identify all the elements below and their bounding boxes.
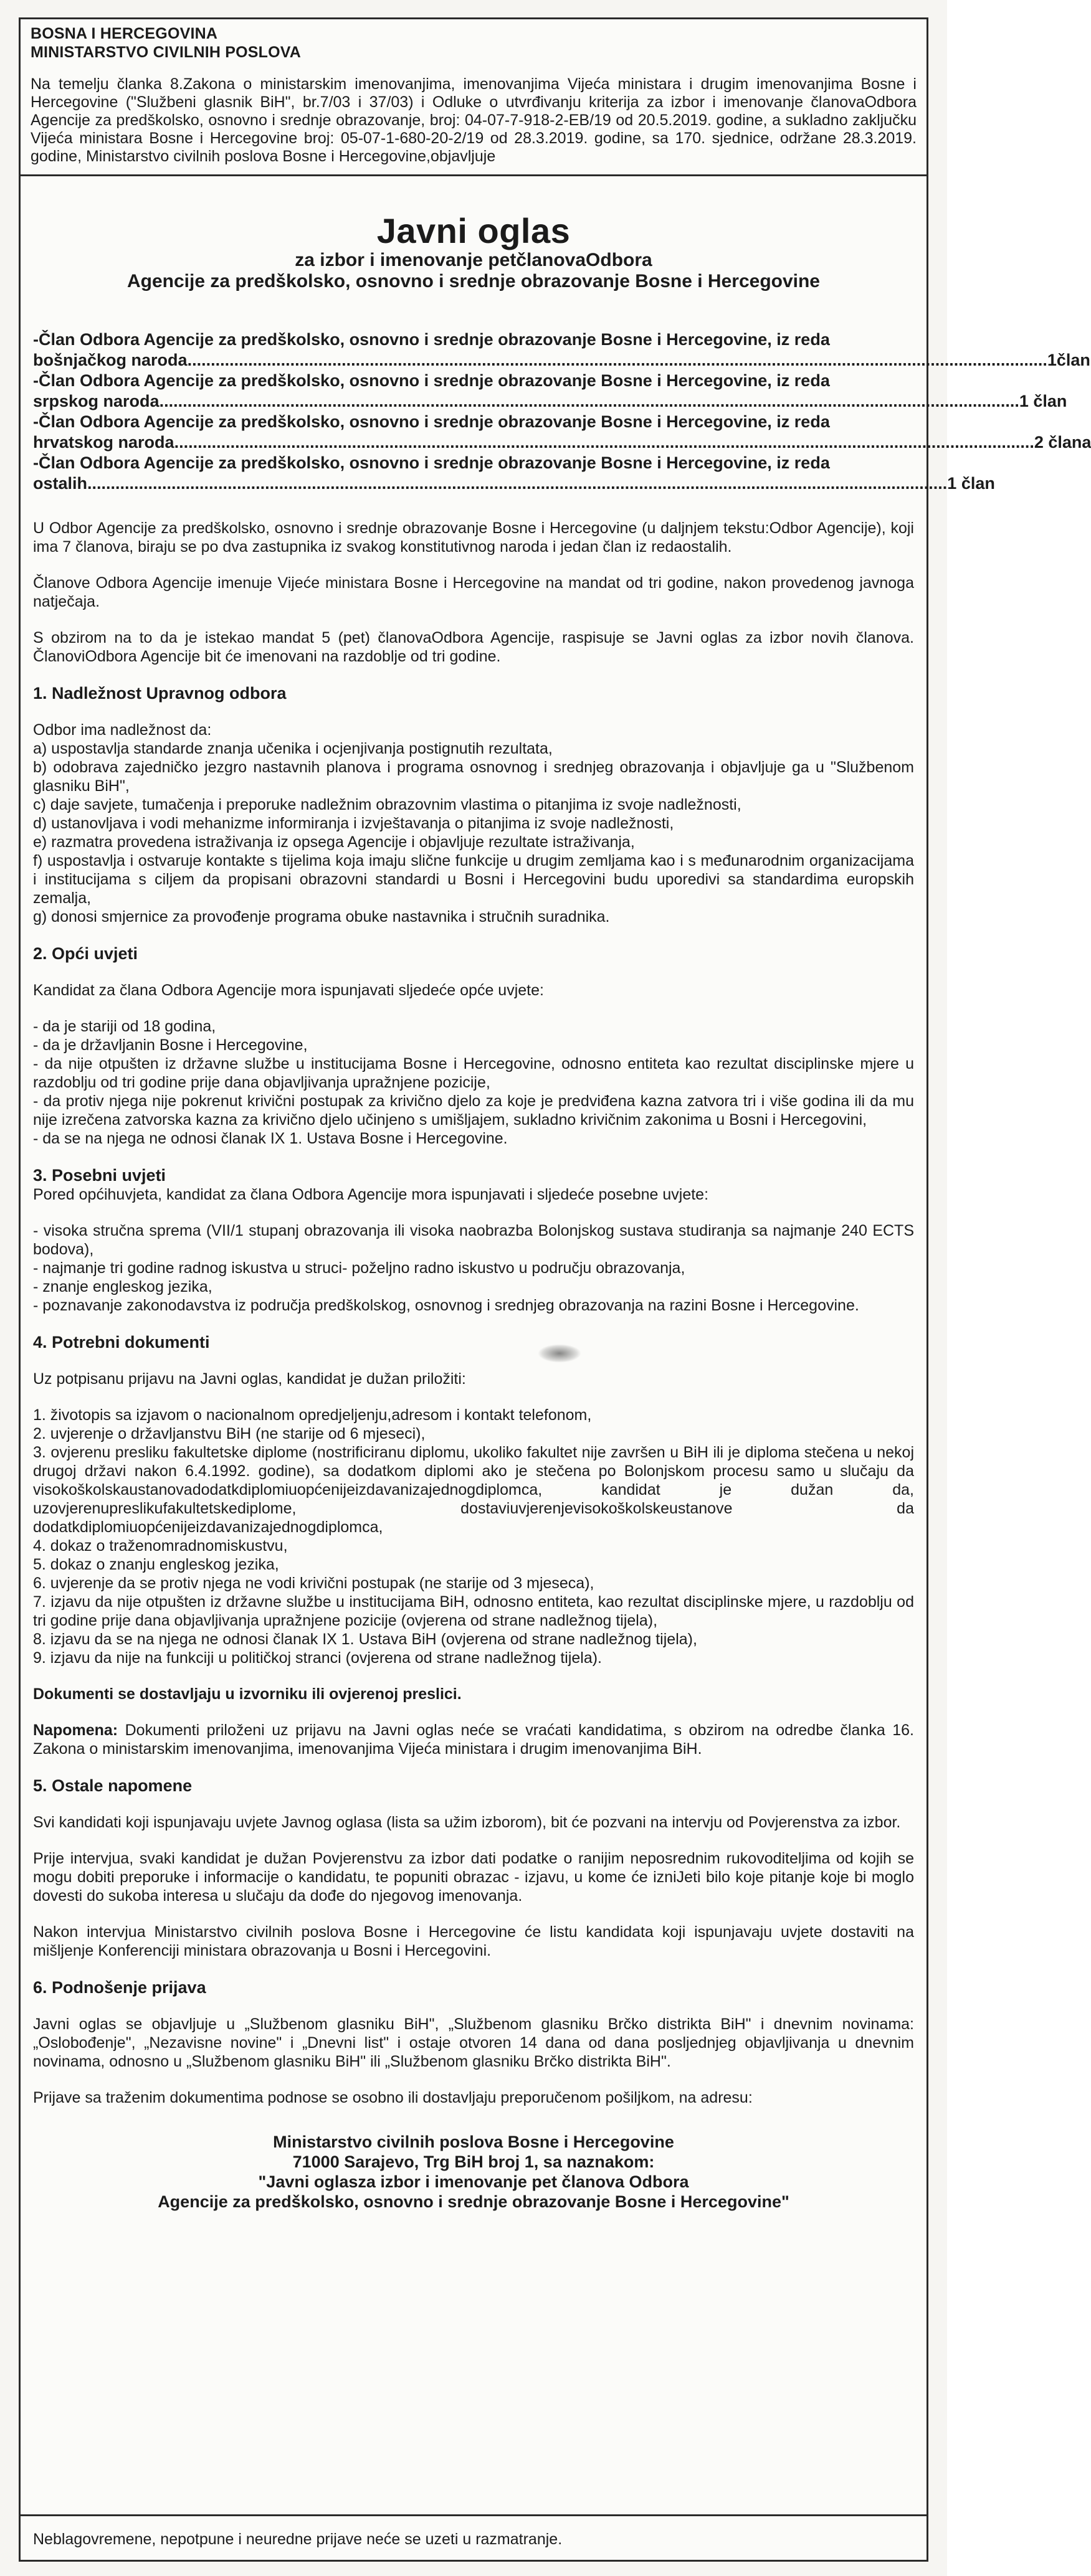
header-block: [21, 19, 927, 176]
section-lead: Uz potpisanu prijavu na Javni oglas, kandidat je dužan priložiti:: [33, 1370, 466, 1388]
announcement-frame: [19, 17, 1091, 2562]
section-paragraph: Prijave sa traženim dokumentima podnose se osobno ili dostavljaju preporučenom pošiljkom, na adresu:: [33, 2089, 753, 2106]
member-list: [33, 329, 1091, 494]
section-lead: Odbor ima nadležnost da:: [33, 721, 212, 739]
list-item: g) donosi smjernice za provođenje programa obuke nastavnika i stručnih suradnika.: [33, 908, 610, 926]
note-paragraph: [33, 1721, 914, 1758]
originals-notice: Dokumenti se dostavljaju u izvorniku ili ovjerenoj preslici.: [33, 1685, 462, 1703]
member-count: 1 član: [947, 474, 995, 493]
list-item: 4. dokaz o traženomradnomiskustvu,: [33, 1537, 288, 1555]
list-item: - da protiv njega nije pokrenut krivični postupak za krivično djelo za koje je predviđena kazna zatvora tri i više godina ili da mu nije izrečena zatvorska kazna za krivično djelo učinjeno s umišljajem, sukladno krivičnim zakonima u Bosni i Hercegovini,: [33, 1092, 914, 1129]
member-line: -Član Odbora Agencije za predškolsko, osnovno i srednje obrazovanje Bosne i Hercegovine, iz reda: [33, 453, 830, 472]
list-item: c) daje savjete, tumačenja i preporuke nadležnim obrazovnim vlastima o pitanjima iz svoje nadležnosti,: [33, 796, 741, 813]
member-item: -Član Odbora Agencije za predškolsko, osnovno i srednje obrazovanje Bosne i Hercegovine, iz reda bošnjačkog naroda........................................................................................................................................................................................ 1član: [33, 330, 1090, 369]
member-item: -Član Odbora Agencije za predškolsko, osnovno i srednje obrazovanje Bosne i Hercegovine, iz reda hrvatskog naroda........................................................................................................................................................................................ 2 člana: [33, 412, 1091, 452]
list-item: - poznavanje zakonodavstva iz područja predškolskog, osnovnog i srednjeg obrazovanja na razini Bosne i Hercegovine.: [33, 1297, 859, 1314]
address-line: 71000 Sarajevo, Trg BiH broj 1, sa naznakom:: [292, 2152, 655, 2171]
list-item: 8. izjavu da se na njega ne odnosi članak IX 1. Ustava BiH (ovjerena od strane nadležnog tijela),: [33, 1631, 697, 1648]
section-paragraph: Svi kandidati koji ispunjavaju uvjete Javnog oglasa (lista sa užim izborom), bit će pozvani na intervju od Povjerenstva za izbor.: [33, 1814, 901, 1831]
member-line: -Član Odbora Agencije za predškolsko, osnovno i srednje obrazovanje Bosne i Hercegovine, iz reda: [33, 412, 830, 431]
list-item: - da nije otpušten iz državne službe u institucijama Bosne i Hercegovine, odnosno entiteta kao rezultat disciplinske mjere u razdoblju od tri godine prije dana objavljivanja upražnjene pozicije,: [33, 1055, 914, 1091]
list-item: 6. uvjerenje da se protiv njega ne vodi krivični postupak (ne starije od 3 mjeseca),: [33, 1574, 594, 1592]
member-group: ostalih: [33, 474, 88, 493]
address-line: Agencije za predškolsko, osnovno i srednje obrazovanje Bosne i Hercegovine": [158, 2192, 789, 2211]
section-lead: Kandidat za člana Odbora Agencije mora ispunjavati sljedeće opće uvjete:: [33, 982, 544, 999]
footer-notice: Neblagovremene, nepotpune i neuredne prijave neće se uzeti u razmatranje.: [33, 2531, 563, 2548]
member-item: -Član Odbora Agencije za predškolsko, osnovno i srednje obrazovanje Bosne i Hercegovine, iz reda ostalih........................................................................................................................................................................................ 1 član: [33, 453, 995, 493]
list-item: a) uspostavlja standarde znanja učenika i ocjenjivanja postignutih rezultata,: [33, 740, 553, 757]
intro-paragraph: S obzirom na to da je istekao mandat 5 (pet) članovaOdbora Agencije, raspisuje se Javni oglas za izbor novih članova. ČlanoviOdbora Agencije bit će imenovani na razdoblje od tri godine.: [33, 629, 914, 665]
list-item: - da je državljanin Bosne i Hercegovine,: [33, 1036, 308, 1054]
announcement-body: [21, 176, 1091, 2212]
list-item: d) ustanovljava i vodi mehanizme informiranja i izvještavanja o pitanjima iz svoje nadležnosti,: [33, 815, 674, 832]
list-item: 7. izjavu da nije otpušten iz državne službe u institucijama BiH, odnosno entiteta, kao rezultat disciplinske mjere, u razdoblju od tri godine prije dana objavljivanja upražnjene pozicije (ovjerena od strane nadležnog tijela),: [33, 1593, 914, 1629]
submission-address: [33, 2132, 914, 2212]
section-heading: 5. Ostale napomene: [33, 1776, 193, 1795]
section-paragraph: Javni oglas se objavljuje u „Službenom glasniku BiH", „Službenom glasniku Brčko distrikta BiH" i dnevnim novinama: „Oslobođenje", „Nezavisne novine" i „Dnevni list" i ostaje otvoren 14 dana od dana posljednjeg objavljivanja u dnevnim novinama, odnosno u „Službenom glasniku BiH" ili „Službenom glasniku Brčko distrikta BiH".: [33, 2015, 914, 2070]
announcement-subtitle-1: za izbor i imenovanje petčlanovaOdbora: [295, 250, 652, 270]
section-heading: 2. Opći uvjeti: [33, 944, 138, 963]
section-heading: 4. Potrebni dokumenti: [33, 1333, 210, 1352]
list-item: e) razmatra provedena istraživanja iz opsega Agencije i objavljuje rezultate istraživanja,: [33, 833, 635, 851]
list-item: b) odobrava zajedničko jezgro nastavnih planova i programa osnovnog i srednjeg obrazovanja i objavljuje ga u "Službenom glasniku BiH",: [33, 759, 914, 795]
section-paragraph: Nakon intervjua Ministarstvo civilnih poslova Bosne i Hercegovine će listu kandidata koji ispunjavaju uvjete dostaviti na mišljenje Konferenciji ministara obrazovanja u Bosni i Hercegovini.: [33, 1923, 914, 1959]
member-group: srpskog naroda: [33, 392, 160, 410]
section-paragraph: Prije intervjua, svaki kandidat je dužan Povjerenstvu za izbor dati podatke o ranijim neposrednim rukovoditeljima od kojih se mogu dobiti preporuke i informacije o kandidatu, te popuniti obrazac - izjavu, u kome će izniJeti bilo koje pitanje koje bi moglo dovesti do sukoba interesa u slučaju da dođe do njegovog imenovanja.: [33, 1850, 914, 1905]
member-group: bošnjačkog naroda: [33, 351, 188, 369]
announcement-title: Javni oglas: [376, 211, 571, 250]
list-item: - da se na njega ne odnosi članak IX 1. Ustava Bosne i Hercegovine.: [33, 1130, 508, 1147]
announcement-subtitle-2: Agencije za predškolsko, osnovno i srednje obrazovanje Bosne i Hercegovine: [127, 271, 820, 291]
member-group: hrvatskog naroda: [33, 433, 174, 452]
member-count: 1član: [1047, 351, 1090, 369]
member-item: -Član Odbora Agencije za predškolsko, osnovno i srednje obrazovanje Bosne i Hercegovine, iz reda srpskog naroda........................................................................................................................................................................................ 1 član: [33, 371, 1067, 410]
address-line: "Javni oglasza izbor i imenovanje pet članova Odbora: [258, 2172, 689, 2191]
list-item: 1. životopis sa izjavom o nacionalnom opredjeljenju,adresom i kontakt telefonom,: [33, 1406, 592, 1424]
list-item: - da je stariji od 18 godina,: [33, 1018, 216, 1035]
member-count: 2 člana: [1034, 433, 1091, 452]
member-count: 1 član: [1019, 392, 1067, 410]
list-item: 3. ovjerenu presliku fakultetske diplome (nostrificiranu diplomu, ukoliko fakultet nije završen u BiH ili je diploma stečena u nekoj drugoj državi nakon 6.4.1992. godine), sa dodatkom diplomi ako je stečena po Bolonjskom procesu samo u slučaju da visokoškolskaustanovadodatkdiplomiuopćenijeizdavanizajednogdiplomca, kandidat je dužan da, uzovjerenupreslikufakultetskediplome, dostaviuvjerenjevisokoškolskeustanove da dodatkdiplomiuopćenijeizdavanizajednogdiplomca,: [33, 1444, 914, 1536]
intro-paragraph: U Odbor Agencije za predškolsko, osnovno i srednje obrazovanje Bosne i Hercegovine (u daljnjem tekstu:Odbor Agencije), koji ima 7 članova, biraju se po dva zastupnika iz svakog konstitutivnog naroda i jedan član iz redaostalih.: [33, 519, 914, 556]
address-line: Ministarstvo civilnih poslova Bosne i Hercegovine: [273, 2133, 674, 2151]
list-item: - visoka stručna sprema (VII/1 stupanj obrazovanja ili visoka naobrazba Bolonjskog sustava studiranja sa najmanje 240 ECTS bodova),: [33, 1222, 914, 1258]
ink-smudge: [538, 1344, 581, 1363]
list-item: - najmanje tri godine radnog iskustva u struci- poželjno radno iskustvo u području obrazovanja,: [33, 1259, 685, 1277]
member-line: -Član Odbora Agencije za predškolsko, osnovno i srednje obrazovanje Bosne i Hercegovine, iz reda: [33, 371, 830, 390]
list-item: f) uspostavlja i ostvaruje kontakte s tijelima koja imaju slične funkcije u drugim zemljama kao i s međunarodnim organizacijama i institucijama s ciljem da propisani obrazovni standardi u Bosni i Hercegovini budu uporedivi sa standardima europskih zemalja,: [33, 852, 914, 907]
section-lead: Pored općihuvjeta, kandidat za člana Odbora Agencije mora ispunjavati i sljedeće posebne uvjete:: [33, 1186, 709, 1203]
note-label: Napomena:: [33, 1721, 118, 1739]
list-item: 9. izjavu da nije na funkciji u političkoj stranci (ovjerena od strane nadležnog tijela).: [33, 1649, 603, 1667]
section-heading: 1. Nadležnost Upravnog odbora: [33, 684, 287, 703]
list-item: - znanje engleskog jezika,: [33, 1278, 212, 1295]
intro-paragraph: Članove Odbora Agencije imenuje Vijeće ministara Bosne i Hercegovine na mandat od tri godine, nakon provedenog javnoga natječaja.: [33, 574, 914, 610]
member-line: -Član Odbora Agencije za predškolsko, osnovno i srednje obrazovanje Bosne i Hercegovine, iz reda: [33, 330, 830, 349]
footer-divider: [21, 2514, 927, 2516]
institution-country: BOSNA I HERCEGOVINA: [31, 25, 218, 42]
list-item: 2. uvjerenje o državljanstvu BiH (ne starije od 6 mjeseci),: [33, 1425, 426, 1442]
institution-ministry: MINISTARSTVO CIVILNIH POSLOVA: [31, 44, 302, 61]
note-text: Dokumenti priloženi uz prijavu na Javni oglas neće se vraćati kandidatima, s obzirom na odredbe članka 16. Zakona o ministarskim imenovanjima, imenovanjima Vijeća ministara i drugim imenovanjima BiH.: [33, 1721, 914, 1758]
list-item: 5. dokaz o znanju engleskog jezika,: [33, 1556, 279, 1573]
section-heading: 6. Podnošenje prijava: [33, 1978, 206, 1997]
section-heading: 3. Posebni uvjeti: [33, 1166, 166, 1185]
preamble: Na temelju članka 8.Zakona o ministarskim imenovanjima, imenovanjima Vijeća ministara i drugim imenovanjima Bosne i Hercegovine ("Službeni glasnik BiH", br.7/03 i 37/03) i Odluke o utvrđivanju kriterija za izbor i imenovanje članovaOdbora Agencije za predškolsko, osnovno i srednje obrazovanje, broj: 04-07-7-918-2-EB/19 od 20.5.2019. godine, a sukladno zaključku Vijeća ministara Bosne i Hercegovine broj: 05-07-1-680-20-2/19 od 28.3.2019. godine, sa 170. sjednice, održane 28.3.2019. godine, Ministarstvo civilnih poslova Bosne i Hercegovine,objavljuje: [31, 75, 917, 165]
